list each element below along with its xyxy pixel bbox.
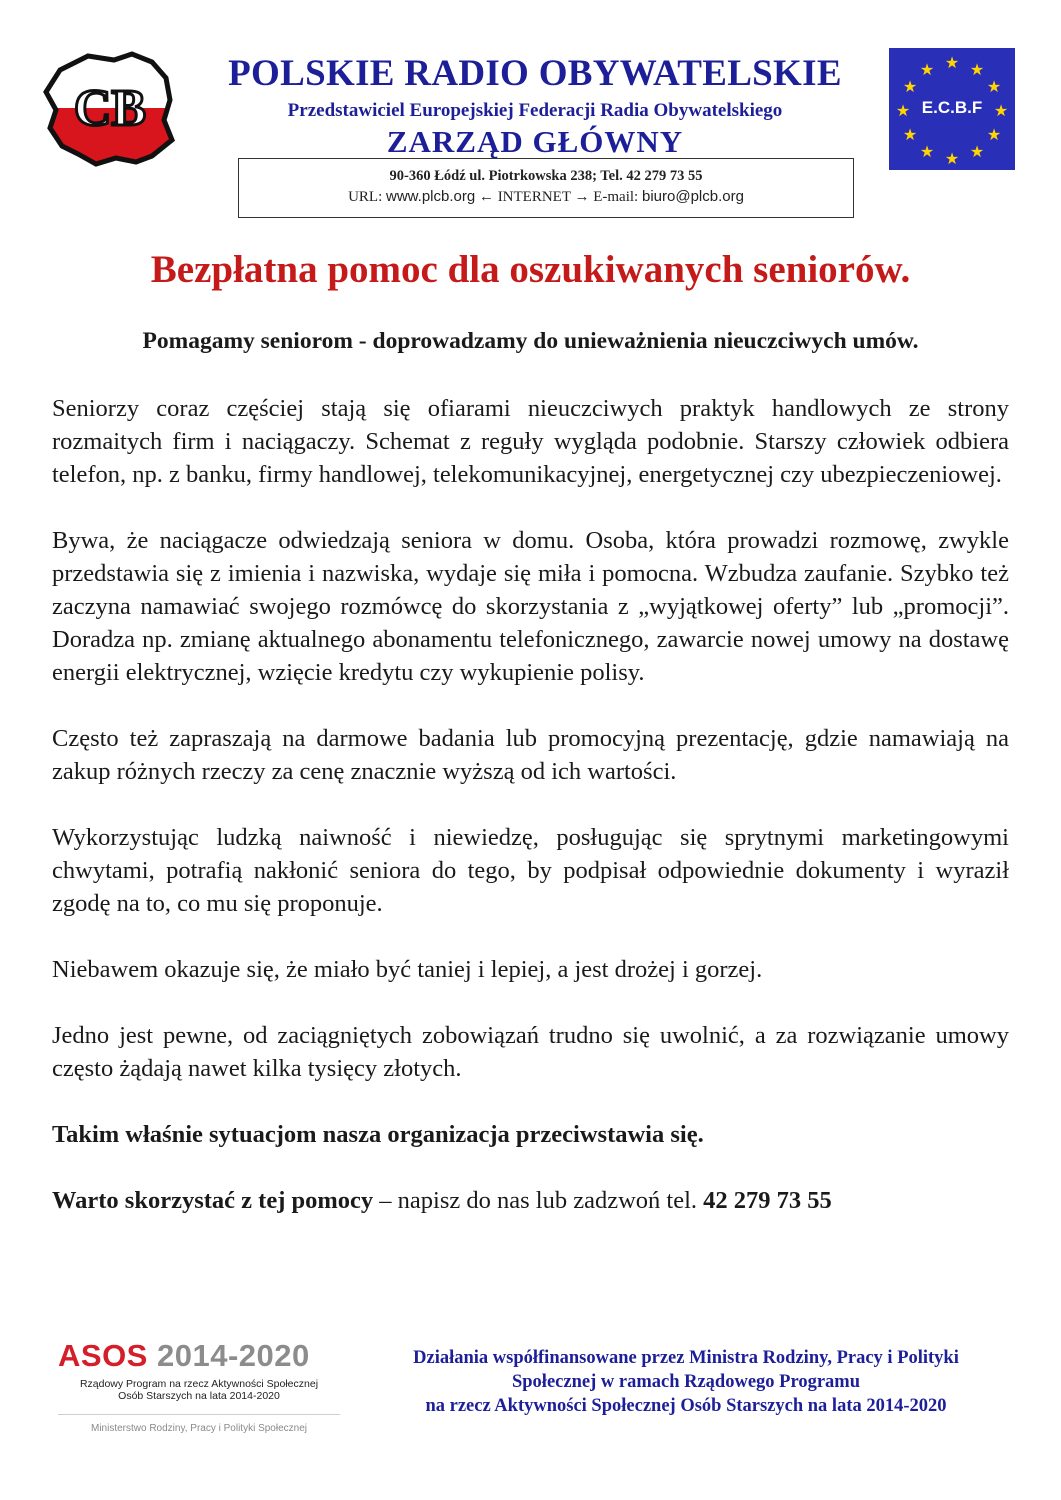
divider bbox=[58, 1414, 340, 1415]
org-subtitle: Przedstawiciel Europejskiej Federacji Radia Obywatelskiego bbox=[287, 100, 783, 121]
org-name: POLSKIE RADIO OBYWATELSKIE bbox=[228, 53, 842, 94]
svg-text:★: ★ bbox=[969, 60, 985, 79]
phone-number[interactable]: 42 279 73 55 bbox=[703, 1187, 832, 1214]
address-line: 90-360 Łódź ul. Piotrkowska 238; Tel. 42 279 73 55 bbox=[389, 168, 703, 184]
ecbf-logo bbox=[889, 48, 1015, 170]
ecbf-label: E.C.B.F bbox=[921, 98, 983, 117]
funding-line-2: Społecznej w ramach Rządowego Programu bbox=[511, 1372, 860, 1392]
asos-logo bbox=[58, 1338, 348, 1448]
lead-text: Pomagamy seniorom - doprowadzamy do unieważnienia nieuczciwych umów. bbox=[142, 328, 919, 354]
funding-line-3: na rzecz Aktywności Społecznej Osób Starszych na lata 2014-2020 bbox=[425, 1396, 947, 1416]
svg-text:★: ★ bbox=[902, 125, 918, 144]
body-text bbox=[52, 392, 1009, 1250]
internet-label: ← INTERNET → bbox=[478, 189, 590, 205]
svg-text:★: ★ bbox=[986, 77, 1002, 96]
funding-line-1: Działania współfinansowane przez Ministra Rodziny, Pracy i Polityki bbox=[413, 1348, 959, 1368]
board-title: ZARZĄD GŁÓWNY bbox=[386, 124, 684, 159]
asos-title bbox=[58, 1338, 348, 1374]
svg-text:★: ★ bbox=[902, 77, 918, 96]
svg-text:★: ★ bbox=[895, 101, 911, 120]
call-to-action bbox=[52, 1184, 1009, 1217]
asos-years: 2014-2020 bbox=[156, 1338, 310, 1373]
cb-logo bbox=[40, 48, 180, 168]
page-title: Bezpłatna pomoc dla oszukiwanych seniorów. bbox=[150, 248, 911, 291]
cta-text: – napisz do nas lub zadzwoń tel. bbox=[373, 1187, 704, 1214]
asos-line-1: Rządowy Program na rzecz Aktywności Społecznej bbox=[79, 1378, 319, 1390]
funding-note bbox=[360, 1346, 1012, 1418]
url-label: URL: bbox=[348, 189, 383, 205]
paragraph: Jedno jest pewne, od zaciągniętych zobowiązań trudno się uwolnić, a za rozwiązanie umowy często żądają nawet kilka tysięcy złotych. bbox=[52, 1022, 1009, 1082]
paragraph: Często też zapraszają na darmowe badania lub promocyjną prezentację, gdzie namawiają na zakup różnych rzeczy za cenę znacznie wyższą od ich wartości. bbox=[52, 725, 1009, 785]
asos-program-name bbox=[58, 1378, 340, 1402]
website-link[interactable]: www.plcb.org bbox=[385, 188, 476, 205]
statement: Takim właśnie sytuacjom nasza organizacja przeciwstawia się. bbox=[52, 1121, 704, 1148]
paragraph: Seniorzy coraz częściej stają się ofiarami nieuczciwych praktyk handlowych ze strony rozmaitych firm i naciągaczy. Schemat z reguły wygląda podobnie. Starszy człowiek odbiera telefon, np. z banku, firmy handlowej, telekomunikacyjnej, energetycznej czy ubezpieczeniowej. bbox=[52, 395, 1009, 488]
svg-text:★: ★ bbox=[919, 142, 935, 161]
svg-text:★: ★ bbox=[944, 53, 960, 72]
svg-text:★: ★ bbox=[986, 125, 1002, 144]
svg-text:★: ★ bbox=[969, 142, 985, 161]
poland-map-icon bbox=[40, 48, 180, 168]
asos-brand: ASOS bbox=[58, 1338, 148, 1373]
svg-text:★: ★ bbox=[944, 149, 960, 168]
asos-line-2: Osób Starszych na lata 2014-2020 bbox=[118, 1390, 280, 1402]
svg-text:★: ★ bbox=[993, 101, 1009, 120]
cb-logo-text: CB bbox=[73, 80, 147, 137]
paragraph: Niebawem okazuje się, że miało być taniej i lepiej, a jest drożej i gorzej. bbox=[52, 956, 763, 983]
paragraph: Bywa, że naciągacze odwiedzają seniora w domu. Osoba, która prowadzi rozmowę, zwykle przedstawia się z imienia i nazwiska, wydaje się miła i pomocna. Wzbudza zaufanie. Szybko też zaczyna namawiać swojego rozmówcę do skorzystania z „wyjątkowej oferty” lub „promocji”. Doradza np. zmianę aktualnego abonamentu telefonicznego, zawarcie nowej umowy na dostawę energii elektrycznej, wzięcie kredytu czy wykupienie polisy. bbox=[52, 527, 1009, 686]
paragraph: Wykorzystując ludzką naiwność i niewiedzę, posługując się sprytnymi marketingowymi chwytami, potrafią nakłonić seniora do tego, by podpisał odpowiednie dokumenty i wyraził zgodę na to, co mu się proponuje. bbox=[52, 824, 1009, 917]
contact-box bbox=[238, 158, 854, 218]
ministry-name: Ministerstwo Rodziny, Pracy i Polityki Społecznej bbox=[90, 1423, 307, 1434]
cta-bold: Warto skorzystać z tej pomocy bbox=[52, 1187, 374, 1214]
web-contact-line bbox=[239, 188, 853, 206]
svg-text:★: ★ bbox=[919, 60, 935, 79]
email-link[interactable]: biuro@plcb.org bbox=[641, 188, 744, 205]
email-label: E-mail: bbox=[593, 189, 639, 205]
